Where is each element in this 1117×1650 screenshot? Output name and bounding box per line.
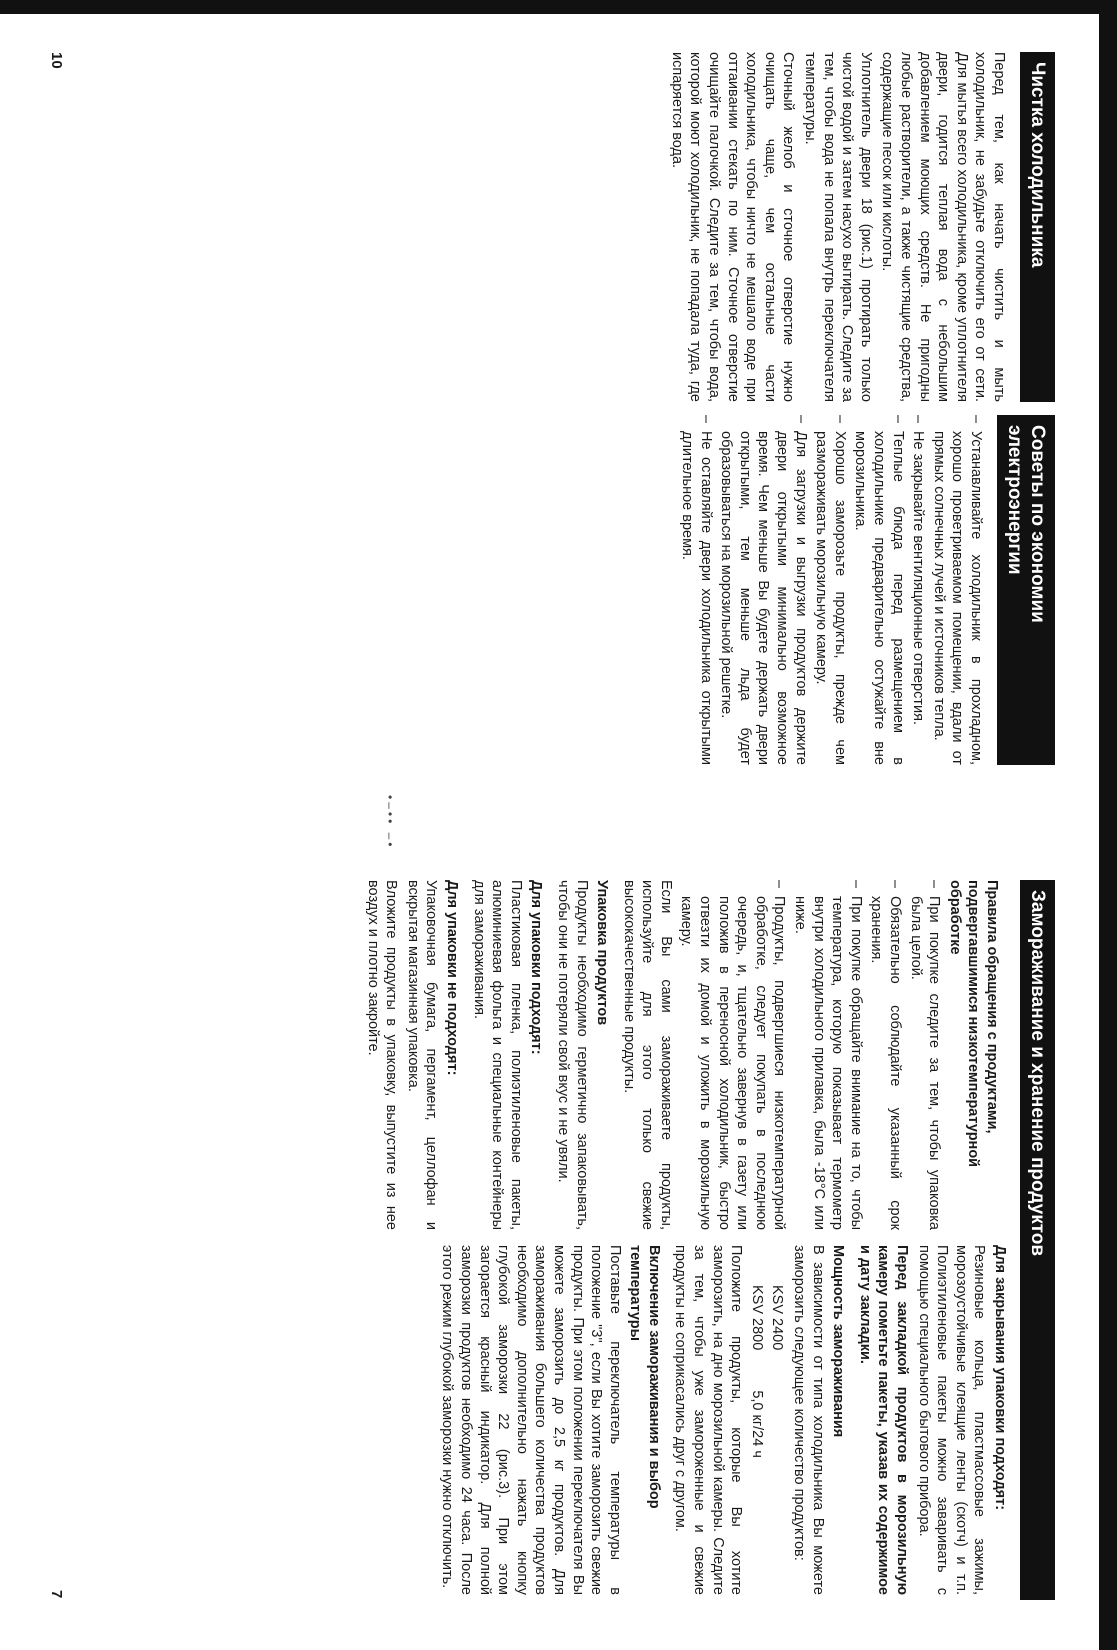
rule-item: – Обязательно соблюдайте указанный срок хранения. — [867, 880, 904, 1230]
energy-tip: – Для загрузки и выгрузки продуктов держите двери открытыми минимально возможное время. Чем меньше Вы будете держать двери открытыми, тем меньше льда будет образовываться на морозильной решетке. — [717, 415, 810, 765]
freeze-activation-heading: Включение замораживания и выбор температуры — [627, 1245, 662, 1509]
energy-tip: – Устанавливайте холодильник в прохладном, хорошо проветриваемом помещении, вдали от прямых солнечных лучей и источников тепла. — [929, 415, 985, 765]
labeling-paragraph: Перед закладкой продуктов в морозильную камеру пометьте пакеты, указав их содержимое и дату закладки. — [856, 1245, 911, 1595]
left-edge-bar — [0, 0, 1117, 14]
energy-tip: – Теплые блюда перед размещением в холодильнике предварительно остужайте вне морозильника. — [851, 415, 907, 765]
spec-model: KSV 2400 — [769, 1285, 786, 1351]
energy-tips-list — [678, 415, 986, 765]
freeze-activation-paragraph: Поставьте переключатель температуры в положение "3", если Вы хотите заморозить свежие продукты. При этом положении переключателя Вы можете заморозить до 2,5 кг продуктов. Для замораживания большего количества продуктов необходимо дополнительно нажать кнопку глубокой заморозки 22 (рис.3). При этом загорается красный индикатор. Для полной заморозки продуктов необходимо 24 часа. После этого режим глубокой заморозки нужно отключить. — [439, 1245, 623, 1595]
spec-model: KSV 2800 — [748, 1285, 765, 1351]
suitable-packaging-paragraph: Пластиковая пленка, полиэтиленовые пакеты, алюминиевая фольга и специальные контейнеры для замораживания. — [470, 880, 524, 1230]
cleaning-paragraph-3: Сточный желоб и сточное отверстие нужно очищать чаще, чем остальные части холодильника, чтобы ничто не мешало воде при оттаивании стекать по ним. Сточное отверстие очищайте палочкой. Следите за тем, чтобы вода, которой моют холодильник, не попадала туда, где испаряется вода. — [668, 52, 797, 402]
freezing-section-header — [1008, 880, 1055, 1600]
closing-packaging-heading: Для закрывания упаковки подходят: — [992, 1245, 1008, 1511]
energy-column — [676, 415, 1056, 765]
rule-item: – Продукты, подвергшиеся низкотемпературной обработке, следует покупать в последнюю очередь, и, тщательно завернув в газету или положив в переносной холодильник, быстро отвезти их домой и уложить в морозильную камеру. — [677, 880, 789, 1230]
freezing-heading: Замораживание и хранение продуктов — [1020, 880, 1055, 1600]
unsuitable-packaging-paragraph: Упаковочная бумага, пергамент, целлофан и вскрытая магазинная упаковка. — [404, 880, 440, 1230]
cleaning-paragraph-2: Уплотнитель двери 18 (рис.1) протирать только чистой водой и затем насухо вытирать. Следите за тем, чтобы вода не попала внутрь переключателя температуры. — [802, 52, 874, 402]
sealing-paragraph: Вложите продукты в упаковку, выпустите из нее воздух и плотно закройте. — [364, 880, 400, 1230]
suitable-packaging-heading: Для упаковки подходят: — [528, 880, 545, 1055]
spec-value: 5,0 кг/24 ч — [748, 1390, 765, 1458]
packaging-paragraph: Продукты необходимо герметично запаковывать, чтобы они не потеряли свой вкус и не увяли. — [554, 880, 590, 1230]
page-number-right: 7 — [48, 1590, 65, 1599]
spec-row — [747, 1245, 766, 1595]
cleaning-heading: Чистка холодильника — [1020, 52, 1055, 402]
page-number-left: 10 — [48, 52, 65, 69]
freezing-capacity-heading: Мощность замораживания — [830, 1245, 847, 1438]
energy-tip: – Хорошо заморозьте продукты, прежде чем размораживать морозильную камеру. — [812, 415, 849, 765]
rule-item: – При покупке следите за тем, чтобы упаковка была целой. — [906, 880, 943, 1230]
frozen-food-rules-heading: Правила обращения с продуктами, подвергавшимися низкотемпературной обработке — [946, 880, 1000, 1168]
freezing-column-left — [360, 880, 1009, 1230]
freezing-column-right — [435, 1245, 1009, 1595]
energy-tip: – Не оставляйте двери холодильника открытыми длительное время. — [678, 415, 715, 765]
freezing-capacity-paragraph: В зависимости от типа холодильника Вы можете заморозить следующее количество продуктов: — [791, 1245, 826, 1595]
energy-heading: Советы по экономии электроэнергии — [997, 415, 1055, 765]
cleaning-paragraph-1: Перед тем, как начать чистить и мыть холодильник, не забудьте отключить его от сети. Для мытья всего холодильника, кроме уплотнителя двери, годится теплая вода с небольшим добавлением моющих средств. Не пригодны любые растворители, а также чистящие средства, содержащие песок или кислоты. — [879, 52, 1007, 402]
packaging-heading: Упаковка продуктов — [594, 880, 611, 1026]
cleaning-column — [664, 52, 1055, 402]
placement-paragraph: Положите продукты, которые Вы хотите заморозить, на дно морозильной камеры. Следите за тем, чтобы уже замороженные и свежие продукты не соприкасались друг с другом. — [672, 1245, 745, 1595]
scan-artifact: •–•• –• — [383, 795, 397, 850]
spec-row — [768, 1245, 787, 1595]
page-edge-bar — [1099, 0, 1117, 1650]
energy-tip: – Не закрывайте вентиляционные отверстия. — [909, 415, 928, 765]
rule-item: – При покупке обращайте внимание на то, чтобы температура, которую показывает термометр внутри холодильного прилавка, была -18°С или ниже. — [790, 880, 864, 1230]
closing-packaging-paragraph: Резиновые кольца, пластмассовые зажимы, морозоустойчивые клеящие ленты (скотч) и т.п. Полиэтиленовые пакеты можно заваривать с помощью специального бытового прибора. — [915, 1245, 988, 1595]
fresh-products-paragraph: Если Вы сами замораживаете продукты, используйте для этого только свежие высококачественные продукты. — [620, 880, 674, 1230]
unsuitable-packaging-heading: Для упаковки не подходят: — [443, 880, 460, 1076]
frozen-food-rules-list — [677, 880, 943, 1230]
